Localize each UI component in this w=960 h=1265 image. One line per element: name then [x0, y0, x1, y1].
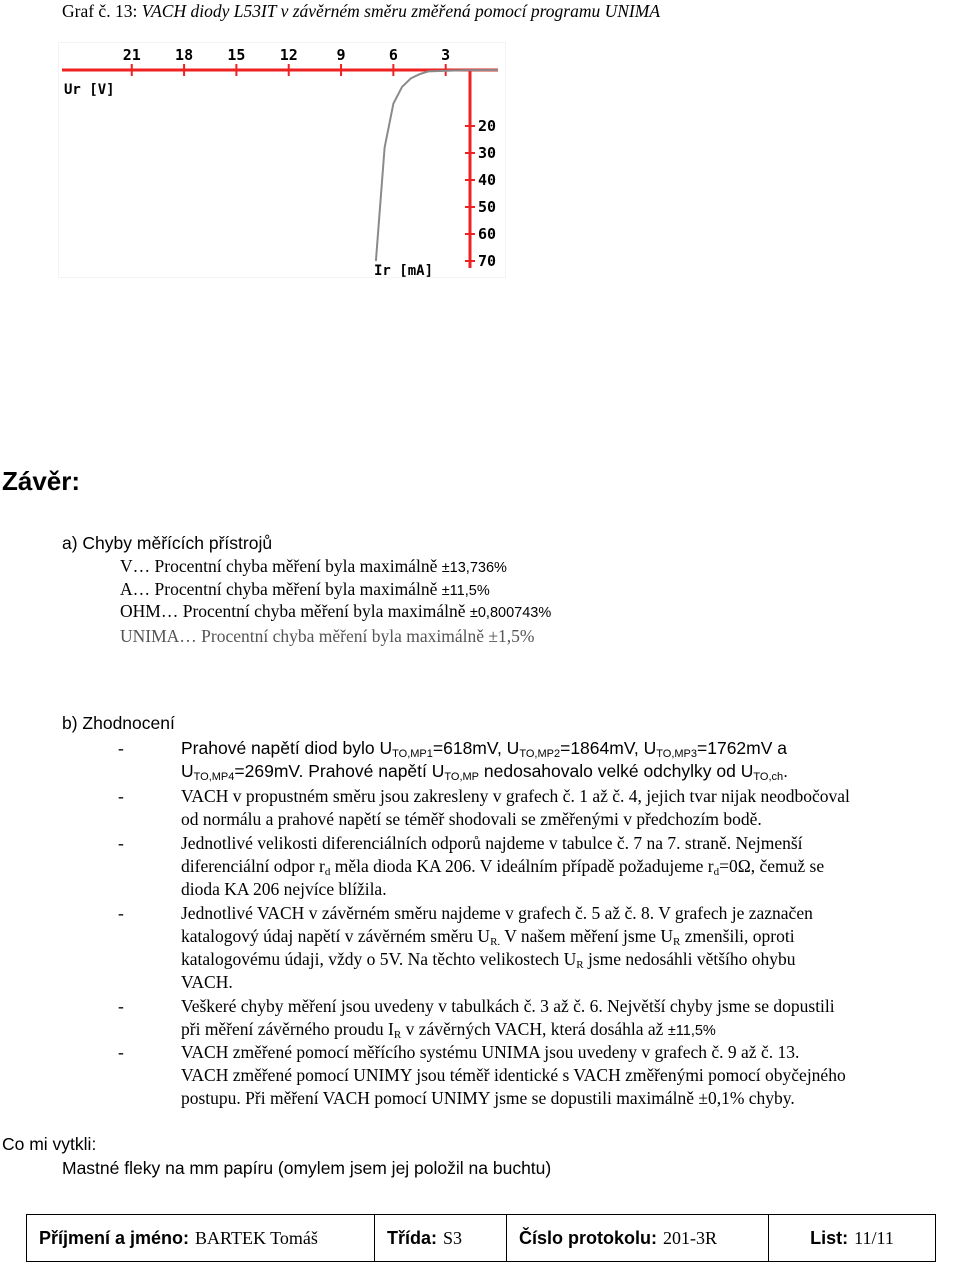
error-item-v-value: ±13,736% [441, 560, 507, 576]
x-tick-label: 9 [336, 46, 346, 64]
x-tick-label: 3 [441, 46, 451, 64]
figure-caption [62, 0, 660, 22]
caption-text: VACH diody L53IT v závěrném směru změřená pomocí programu UNIMA [141, 1, 661, 21]
b-item-3-text-a: diferenciální odpor r [181, 856, 325, 876]
b-item-1-line-1 [181, 737, 787, 759]
error-item-ohm [120, 600, 551, 624]
b-item-1-text-d: =1762mV a [697, 738, 788, 758]
error-item-v-text: V… Procentní chyba měření byla maximálně [120, 556, 442, 576]
b-item-5-sub-1: R [393, 1029, 402, 1041]
chart-plot-area [59, 43, 505, 277]
b-item-1-text-h: . [783, 761, 789, 781]
b-item-4-sub-1: R. [490, 936, 501, 948]
b-item-4-line-3 [181, 948, 796, 970]
y-axis-label: Ir [mA] [374, 263, 434, 278]
footer-name-cell [27, 1215, 375, 1261]
x-tick-label: 12 [279, 46, 298, 64]
b-item-6-line-3: postupu. Při měření VACH pomocí UNIMY jsme se dopustili maximálně ±0,1% chyby. [181, 1088, 795, 1108]
x-axis-label: Ur [V] [64, 82, 115, 98]
b-item-4-line-4: VACH. [181, 972, 233, 992]
bullet-dash: - [118, 786, 124, 806]
b-item-1-sub-2: TO,MP2 [519, 748, 561, 760]
bullet-dash: - [118, 833, 124, 853]
b-item-5-text-a: při měření závěrného proudu I [181, 1019, 394, 1039]
bullet-dash: - [118, 996, 124, 1016]
b-item-1-sub-3: TO,MP3 [656, 748, 698, 760]
y-tick-label: 40 [478, 171, 497, 189]
b-item-5-line-2 [181, 1018, 716, 1042]
x-tick-label: 21 [122, 46, 141, 64]
footer-class-value: S3 [443, 1227, 463, 1248]
footer-class-cell [375, 1215, 507, 1261]
error-item-unima [120, 625, 534, 647]
b-item-1-sub-6: TO,ch [753, 771, 784, 783]
x-tick-label: 6 [388, 46, 398, 64]
b-item-3-line-3: dioda KA 206 nejvíce blížila. [181, 879, 387, 899]
footer-protocol-label: Číslo protokolu: [519, 1227, 657, 1248]
b-item-1-text-e: U [181, 761, 194, 781]
error-item-a [120, 578, 490, 602]
b-item-3-sub-2: d [713, 866, 720, 878]
error-item-ohm-text: OHM… Procentní chyba měření byla maximálně [120, 601, 470, 621]
b-item-1-text-b: =618mV, U [432, 738, 520, 758]
footer-class-label: Třída: [387, 1227, 438, 1248]
bullet-dash: - [118, 738, 124, 758]
b-item-4-text-d: katalogovému údaji, vždy o 5V. Na těchto velikostech U [181, 949, 577, 969]
b-item-5-line-1: Veškeré chyby měření jsou uvedeny v tabulkách č. 3 až č. 6. Největší chyby jsme se dopustili [181, 996, 835, 1016]
b-item-5-text-b: v závěrných VACH, která dosáhla až [401, 1019, 668, 1039]
footer-sheet-value: 11/11 [854, 1227, 894, 1248]
b-item-4-text-b: V našem měření jsme U [500, 926, 674, 946]
b-item-4-sub-3: R [576, 959, 584, 971]
b-item-2-line-2: od normálu a prahové napětí se téměř shodovali se změřenými v předchozím bodě. [181, 809, 762, 829]
b-item-1-text-f: =269mV. Prahové napětí U [234, 761, 445, 781]
bullet-dash: - [118, 1042, 124, 1062]
b-item-1-line-2 [181, 760, 788, 782]
b-item-1-sub-4: TO,MP4 [193, 771, 235, 783]
b-item-6-line-2: VACH změřené pomocí UNIMY jsou téměř identické s VACH změřenými pomocí obyčejného [181, 1065, 846, 1085]
remarks-title: Co mi vytkli: [2, 1134, 97, 1154]
b-item-2-line-1: VACH v propustném směru jsou zakresleny v grafech č. 1 až č. 4, jejich tvar nijak neodbočoval [181, 786, 850, 806]
b-item-3-sub-1: d [324, 866, 331, 878]
b-item-1-text-g: nedosahovalo velké odchylky od U [479, 761, 754, 781]
footer-name-value: BARTEK Tomáš [195, 1227, 318, 1248]
footer-protocol-cell [507, 1215, 769, 1261]
b-item-6-line-1: VACH změřené pomocí měřícího systému UNIMA jsou uvedeny v grafech č. 9 až č. 13. [181, 1042, 800, 1062]
b-item-5-value: ±11,5% [667, 1023, 716, 1039]
y-tick-label: 50 [478, 198, 497, 216]
error-item-a-text: A… Procentní chyba měření byla maximálně [120, 579, 442, 599]
b-item-1-text-c: =1864mV, U [560, 738, 657, 758]
conclusion-title: Závěr: [2, 466, 81, 496]
b-item-3-line-1: Jednotlivé velikosti diferenciálních odporů najdeme v tabulce č. 7 na 7. straně. Nejmenší [181, 833, 803, 853]
b-item-4-text-c: zmenšili, oproti [680, 926, 795, 946]
b-item-1-sub-1: TO,MP1 [392, 748, 433, 760]
remarks-text: Mastné fleky na mm papíru (omylem jsem jej položil na buchtu) [62, 1158, 552, 1178]
x-tick-label: 15 [227, 46, 246, 64]
footer-protocol-value: 201-3R [663, 1227, 717, 1248]
footer-sheet-label: List: [810, 1227, 849, 1248]
b-item-4-text-a: katalogový údaj napětí v závěrném směru U [181, 926, 491, 946]
y-tick-label: 20 [478, 117, 497, 135]
error-item-unima-text: UNIMA… Procentní chyba měření byla maximálně ±1,5% [120, 626, 535, 646]
footer-sheet-cell [769, 1215, 935, 1261]
b-item-3-text-c: =0Ω, čemuž se [719, 856, 825, 876]
footer-table [26, 1214, 936, 1262]
b-item-3-text-b: měla dioda KA 206. V ideálním případě požadujeme r [330, 856, 714, 876]
y-tick-label: 70 [478, 252, 497, 270]
x-tick-label: 18 [175, 46, 194, 64]
b-item-3-line-2 [181, 855, 824, 877]
b-item-1-text-a: Prahové napětí diod bylo U [181, 738, 393, 758]
error-item-ohm-value: ±0,800743% [469, 605, 552, 621]
b-item-1-sub-5: TO,MP [444, 771, 480, 783]
b-item-4-sub-2: R [673, 936, 681, 948]
footer-name-label: Příjmení a jméno: [39, 1227, 190, 1248]
error-item-v [120, 555, 507, 579]
vach-chart [58, 42, 506, 278]
caption-prefix: Graf č. 13: [62, 1, 142, 21]
y-tick-label: 60 [478, 225, 497, 243]
b-item-4-line-2 [181, 925, 795, 947]
b-item-4-text-e: jsme nedosáhli většího ohybu [583, 949, 796, 969]
y-tick-label: 30 [478, 144, 497, 162]
b-item-4-line-1: Jednotlivé VACH v závěrném směru najdeme v grafech č. 5 až č. 8. V grafech je zaznačen [181, 903, 813, 923]
section-a-title: a) Chyby měřících přístrojů [62, 533, 273, 553]
error-item-a-value: ±11,5% [441, 583, 490, 599]
bullet-dash: - [118, 903, 124, 923]
section-b-title: b) Zhodnocení [62, 713, 175, 733]
